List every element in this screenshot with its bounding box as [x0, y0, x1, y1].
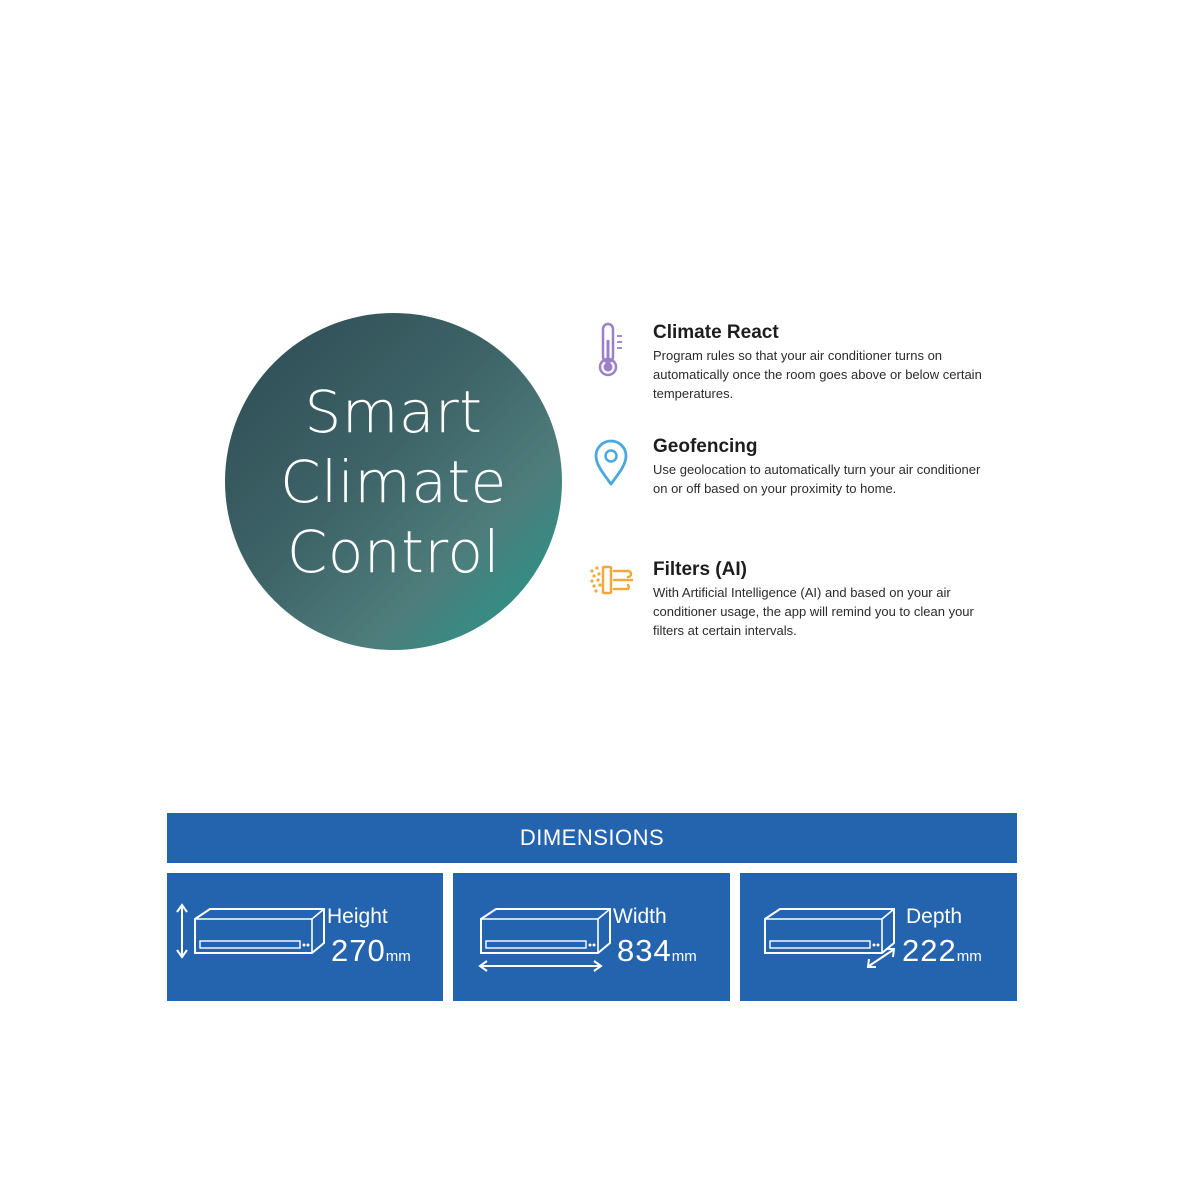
- badge-line-1: Smart: [304, 377, 483, 446]
- dimension-width: [453, 873, 730, 1001]
- feature-title: Filters (AI): [653, 559, 747, 580]
- dimension-value: 834mm: [617, 933, 697, 968]
- width-arrow-icon: [478, 959, 603, 973]
- dimension-label: Depth: [906, 905, 963, 928]
- feature-title: Climate React: [653, 322, 779, 343]
- dimension-label: Width: [613, 905, 667, 928]
- depth-arrow-icon: [866, 947, 896, 969]
- feature-title: Geofencing: [653, 436, 758, 457]
- location-pin-icon: [588, 436, 634, 492]
- dimension-value: 222mm: [902, 933, 982, 968]
- badge-line-3: Control: [286, 517, 501, 586]
- dimensions-header: DIMENSIONS: [167, 813, 1017, 863]
- feature-description: Program rules so that your air conditioner turns on automatically once the room goes above or below certain temperatures.: [653, 348, 982, 401]
- height-arrow-icon: [175, 903, 189, 959]
- ac-unit-icon: [192, 907, 327, 957]
- feature-description: Use geolocation to automatically turn your air conditioner on or off based on your proximity to home.: [653, 462, 981, 496]
- dimension-label: Height: [327, 905, 388, 928]
- badge-line-2: Climate: [280, 447, 507, 516]
- thermometer-icon: [588, 322, 634, 378]
- dimension-height: [167, 873, 443, 1001]
- smart-climate-control-badge: [225, 313, 562, 650]
- feature-description: With Artificial Intelligence (AI) and based on your air conditioner usage, the app will remind you to clean your filters at certain intervals.: [653, 585, 974, 638]
- filter-ai-icon: [588, 559, 634, 615]
- ac-unit-icon: [478, 907, 613, 957]
- dimension-value: 270mm: [331, 933, 411, 968]
- dimension-depth: [740, 873, 1017, 1001]
